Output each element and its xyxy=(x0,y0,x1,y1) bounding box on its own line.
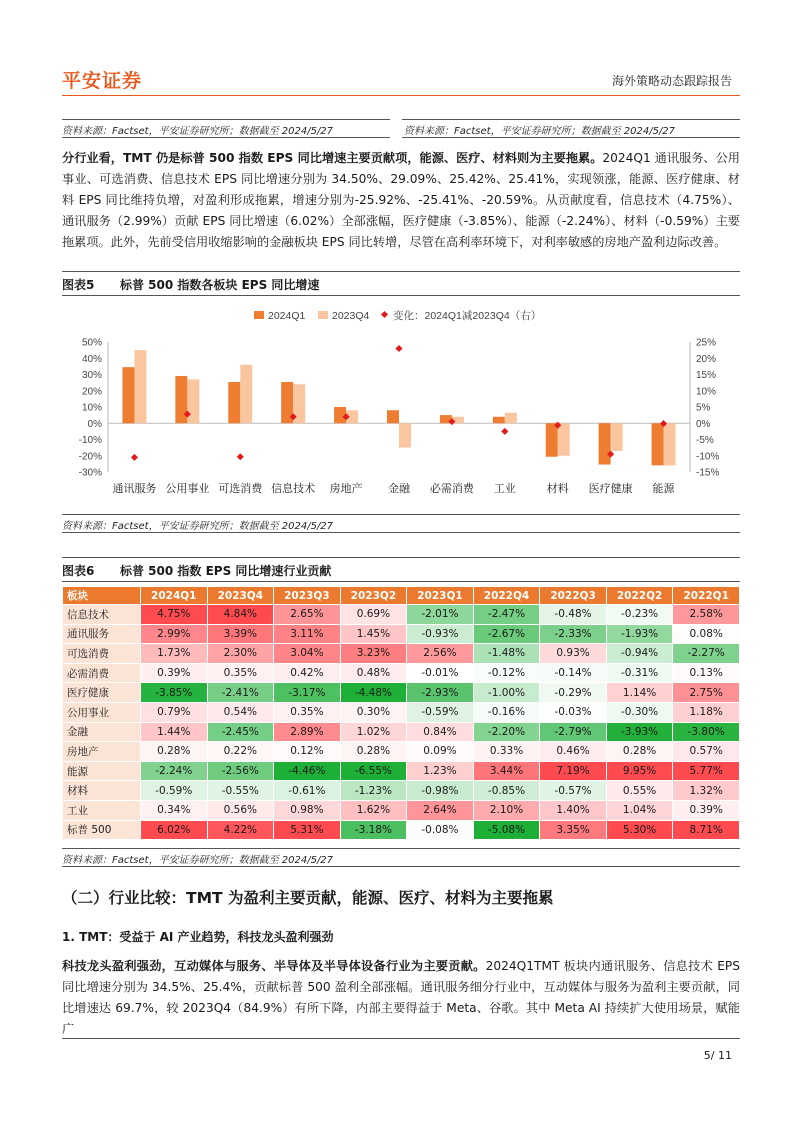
table-cell: 0.08% xyxy=(673,624,740,644)
table-cell: 0.39% xyxy=(673,800,740,820)
y-left-tick-label: 30% xyxy=(81,370,102,381)
brand-logo: 平安证券 xyxy=(62,70,143,92)
figure-caption: 标普 500 指数各板块 EPS 同比增速 xyxy=(120,278,320,292)
table-row xyxy=(63,722,740,742)
table-cell: -2.27% xyxy=(673,644,740,664)
change-point xyxy=(395,345,402,352)
table-cell: 1.45% xyxy=(340,624,407,644)
table-cell: -0.31% xyxy=(606,663,673,683)
table-cell: -0.23% xyxy=(606,605,673,625)
table-cell: -2.20% xyxy=(473,722,540,742)
table-cell: -0.93% xyxy=(407,624,474,644)
table-cell: -6.55% xyxy=(340,761,407,781)
table-cell: 4.22% xyxy=(207,820,274,840)
table-row xyxy=(63,683,740,703)
table-cell: -0.57% xyxy=(540,781,607,801)
table-cell: 0.12% xyxy=(274,742,341,762)
table-cell: -3.93% xyxy=(606,722,673,742)
report-title: 海外策略动态跟踪报告 xyxy=(611,74,732,88)
table-row xyxy=(63,605,740,625)
y-left-tick-label: 20% xyxy=(81,386,102,398)
table-cell: -1.00% xyxy=(473,683,540,703)
divider xyxy=(62,581,740,582)
y-left-tick-label: -20% xyxy=(78,451,102,463)
row-label: 房地产 xyxy=(63,742,141,762)
divider xyxy=(62,137,390,138)
table-cell: 0.28% xyxy=(606,742,673,762)
x-tick-label: 通讯服务 xyxy=(112,483,157,495)
divider xyxy=(62,557,740,558)
subsection-heading: 1. TMT：受益于 AI 产业趋势，科技龙头盈利强劲 xyxy=(62,930,334,944)
source-note: 资料来源：Factset，平安证券研究所；数据截至 2024/5/27 xyxy=(62,521,334,532)
table-cell: 0.46% xyxy=(540,742,607,762)
y-left-tick-label: 40% xyxy=(81,353,102,365)
table-cell: -2.24% xyxy=(141,761,208,781)
table-cell: -3.85% xyxy=(141,683,208,703)
table-cell: -0.55% xyxy=(207,781,274,801)
x-tick-label: 必需消费 xyxy=(429,483,474,495)
paragraph-1 xyxy=(62,148,740,253)
table-cell: 0.35% xyxy=(274,702,341,722)
table-cell: 0.09% xyxy=(407,742,474,762)
table-row xyxy=(63,644,740,664)
table-cell: 0.54% xyxy=(207,702,274,722)
bar xyxy=(493,417,505,424)
table-cell: 1.02% xyxy=(340,722,407,742)
table-cell: -4.46% xyxy=(274,761,341,781)
legend-label: 2024Q1 xyxy=(268,310,306,322)
x-tick-label: 材料 xyxy=(546,483,569,495)
row-label: 必需消费 xyxy=(63,663,141,683)
table-row xyxy=(63,702,740,722)
table-cell: 0.42% xyxy=(274,663,341,683)
table-row xyxy=(63,624,740,644)
paragraph-lead: 分行业看，TMT 仍是标普 500 指数 EPS 同比增速主要贡献项，能源、医疗、材料则为主要拖累。 xyxy=(62,151,603,165)
table-cell: 2.89% xyxy=(274,722,341,742)
table-cell: 0.48% xyxy=(340,663,407,683)
legend-marker xyxy=(381,311,388,318)
y-right-tick-label: -5% xyxy=(696,435,714,446)
column-header: 2023Q1 xyxy=(407,587,474,605)
x-tick-label: 金融 xyxy=(388,483,410,495)
bar xyxy=(387,410,399,423)
table-cell: 2.30% xyxy=(207,644,274,664)
table-cell: 3.23% xyxy=(340,644,407,664)
column-header: 板块 xyxy=(63,587,141,605)
table-cell: 4.84% xyxy=(207,605,274,625)
bar xyxy=(664,423,676,465)
table-row xyxy=(63,742,740,762)
row-label: 标普 500 xyxy=(63,820,141,840)
row-label: 金融 xyxy=(63,722,141,742)
row-label: 材料 xyxy=(63,781,141,801)
bar xyxy=(599,423,611,464)
table-cell: 0.28% xyxy=(141,742,208,762)
table-cell: -0.85% xyxy=(473,781,540,801)
x-tick-label: 能源 xyxy=(652,483,675,495)
table-cell: -0.12% xyxy=(473,663,540,683)
y-right-tick-label: -15% xyxy=(696,467,720,479)
y-left-tick-label: 50% xyxy=(81,337,102,349)
y-left-tick-label: -10% xyxy=(78,435,102,446)
x-tick-label: 医疗健康 xyxy=(588,483,633,495)
table-cell: -2.45% xyxy=(207,722,274,742)
table-cell: 3.11% xyxy=(274,624,341,644)
divider xyxy=(62,514,740,515)
table-cell: 3.35% xyxy=(540,820,607,840)
table-row xyxy=(63,781,740,801)
table-cell: -0.59% xyxy=(407,702,474,722)
y-right-tick-label: 25% xyxy=(696,337,717,349)
table-cell: 4.75% xyxy=(141,605,208,625)
table-cell: -0.61% xyxy=(274,781,341,801)
column-header: 2023Q4 xyxy=(207,587,274,605)
header-divider xyxy=(62,95,740,96)
table-cell: -2.01% xyxy=(407,605,474,625)
bar xyxy=(652,423,664,465)
table-cell: 8.71% xyxy=(673,820,740,840)
y-right-tick-label: -10% xyxy=(696,451,720,463)
x-tick-label: 信息技术 xyxy=(271,483,316,495)
table-cell: 1.73% xyxy=(141,644,208,664)
column-header: 2023Q2 xyxy=(340,587,407,605)
source-note: 资料来源：Factset，平安证券研究所；数据截至 2024/5/27 xyxy=(62,126,334,137)
bar xyxy=(546,423,558,456)
column-header: 2022Q4 xyxy=(473,587,540,605)
table-cell: -0.94% xyxy=(606,644,673,664)
table-cell: 5.31% xyxy=(274,820,341,840)
figure-title xyxy=(62,562,331,579)
column-header: 2022Q3 xyxy=(540,587,607,605)
change-point xyxy=(131,454,138,461)
table-cell: 0.22% xyxy=(207,742,274,762)
bar xyxy=(175,376,187,423)
legend-swatch xyxy=(318,311,328,319)
change-point xyxy=(237,453,244,460)
x-tick-label: 可选消费 xyxy=(218,483,263,495)
divider xyxy=(62,866,740,867)
column-header: 2022Q2 xyxy=(606,587,673,605)
table-cell: 6.02% xyxy=(141,820,208,840)
table-cell: 1.18% xyxy=(673,702,740,722)
divider xyxy=(62,532,740,533)
paragraph-body: 2024Q1 通讯服务、公用事业、可选消费、信息技术 EPS 同比增速分别为 34.50%、29.09%、25.42%、25.41%，实现领涨，能源、医疗健康、材料 EPS 同比维持负增，对盈利形成拖累，增速分别为-25.92%、-25.41%、-20.59%。从贡献度看，信息技术（4.75%）、通讯服务（2.99%）贡献 EPS 同比增速（6.02%）全部涨幅，医疗健康（-3.85%）、能源（-2.24%）、材料（-0.59%）主要拖累项。此外，先前受信用收缩影响的金融板块 EPS 同比转增，尽管在高利率环境下，对利率敏感的房地产盈利边际改善。 xyxy=(62,151,740,249)
table-cell: -2.33% xyxy=(540,624,607,644)
x-tick-label: 房地产 xyxy=(329,483,363,495)
table-cell: 0.57% xyxy=(673,742,740,762)
table-header-row xyxy=(63,587,740,605)
x-tick-label: 工业 xyxy=(493,483,516,495)
source-note: 资料来源：Factset，平安证券研究所；数据截至 2024/5/27 xyxy=(62,855,334,866)
bar xyxy=(228,382,240,423)
figure-caption: 标普 500 指数 EPS 同比增速行业贡献 xyxy=(120,564,332,578)
table-cell: 0.79% xyxy=(141,702,208,722)
table-cell: 1.62% xyxy=(340,800,407,820)
table-cell: 0.30% xyxy=(340,702,407,722)
source-note: 资料来源：Factset，平安证券研究所；数据截至 2024/5/27 xyxy=(404,126,676,137)
table-cell: -0.59% xyxy=(141,781,208,801)
row-label: 公用事业 xyxy=(63,702,141,722)
eps-growth-chart xyxy=(62,300,740,512)
table-cell: -2.47% xyxy=(473,605,540,625)
table-cell: 1.04% xyxy=(606,800,673,820)
table-cell: 0.28% xyxy=(340,742,407,762)
table-cell: 3.44% xyxy=(473,761,540,781)
table-cell: -0.98% xyxy=(407,781,474,801)
page-number: 5/ 11 xyxy=(703,1049,732,1062)
table-cell: -1.48% xyxy=(473,644,540,664)
bar xyxy=(134,350,146,423)
table-cell: 2.56% xyxy=(407,644,474,664)
row-label: 通讯服务 xyxy=(63,624,141,644)
bar xyxy=(187,379,199,423)
bar xyxy=(122,367,134,423)
figure-number: 图表5 xyxy=(62,278,95,292)
bar xyxy=(558,423,570,456)
y-right-tick-label: 20% xyxy=(696,353,717,365)
table-cell: -0.01% xyxy=(407,663,474,683)
table-cell: -3.80% xyxy=(673,722,740,742)
divider xyxy=(62,119,390,120)
y-right-tick-label: 5% xyxy=(696,402,711,414)
table-cell: -0.16% xyxy=(473,702,540,722)
table-cell: -0.08% xyxy=(407,820,474,840)
table-cell: 7.19% xyxy=(540,761,607,781)
y-left-tick-label: 10% xyxy=(81,402,102,414)
table-cell: -5.08% xyxy=(473,820,540,840)
legend-swatch xyxy=(254,311,264,319)
y-right-tick-label: 0% xyxy=(696,418,711,430)
table-cell: -2.93% xyxy=(407,683,474,703)
table-cell: 2.58% xyxy=(673,605,740,625)
row-label: 信息技术 xyxy=(63,605,141,625)
change-point xyxy=(501,428,508,435)
table-row xyxy=(63,761,740,781)
table-cell: 2.99% xyxy=(141,624,208,644)
table-cell: 2.65% xyxy=(274,605,341,625)
bar xyxy=(399,423,411,447)
row-label: 可选消费 xyxy=(63,644,141,664)
table-cell: 2.75% xyxy=(673,683,740,703)
table-cell: -0.14% xyxy=(540,663,607,683)
table-cell: 0.39% xyxy=(141,663,208,683)
table-cell: -2.56% xyxy=(207,761,274,781)
table-cell: -2.79% xyxy=(540,722,607,742)
divider xyxy=(62,295,740,296)
table-cell: 1.32% xyxy=(673,781,740,801)
bar xyxy=(240,365,252,424)
table-cell: -2.67% xyxy=(473,624,540,644)
column-header: 2023Q3 xyxy=(274,587,341,605)
table-cell: 5.30% xyxy=(606,820,673,840)
x-tick-label: 公用事业 xyxy=(165,483,210,495)
divider xyxy=(402,119,740,120)
table-cell: -0.30% xyxy=(606,702,673,722)
table-row xyxy=(63,820,740,840)
y-left-tick-label: -30% xyxy=(78,467,102,479)
row-label: 医疗健康 xyxy=(63,683,141,703)
figure-number: 图表6 xyxy=(62,564,95,578)
legend-label: 2023Q4 xyxy=(332,310,370,322)
divider xyxy=(62,848,740,849)
table-cell: 0.13% xyxy=(673,663,740,683)
table-cell: 1.44% xyxy=(141,722,208,742)
table-cell: 0.84% xyxy=(407,722,474,742)
table-cell: -0.29% xyxy=(540,683,607,703)
table-cell: 3.39% xyxy=(207,624,274,644)
row-label: 能源 xyxy=(63,761,141,781)
table-cell: -1.93% xyxy=(606,624,673,644)
figure-title xyxy=(62,276,319,293)
paragraph-lead: 科技龙头盈利强劲，互动媒体与服务、半导体及半导体设备行业为主要贡献。 xyxy=(62,959,486,973)
column-header: 2024Q1 xyxy=(141,587,208,605)
contribution-table xyxy=(62,586,740,840)
table-row xyxy=(63,663,740,683)
column-header: 2022Q1 xyxy=(673,587,740,605)
table-cell: 1.14% xyxy=(606,683,673,703)
y-left-tick-label: 0% xyxy=(87,418,102,430)
table-cell: 0.35% xyxy=(207,663,274,683)
table-cell: -4.48% xyxy=(340,683,407,703)
table-cell: 0.33% xyxy=(473,742,540,762)
table-cell: -0.48% xyxy=(540,605,607,625)
legend-label: 变化：2024Q1减2023Q4（右） xyxy=(393,310,542,322)
table-cell: 0.93% xyxy=(540,644,607,664)
bar xyxy=(505,413,517,424)
table-cell: -3.18% xyxy=(340,820,407,840)
table-cell: -0.03% xyxy=(540,702,607,722)
divider xyxy=(402,137,740,138)
table-cell: 0.55% xyxy=(606,781,673,801)
footer-divider xyxy=(62,1038,740,1039)
table-cell: 5.77% xyxy=(673,761,740,781)
table-cell: 3.04% xyxy=(274,644,341,664)
row-label: 工业 xyxy=(63,800,141,820)
table-cell: 9.95% xyxy=(606,761,673,781)
section-heading: （二）行业比较：TMT 为盈利主要贡献，能源、医疗、材料为主要拖累 xyxy=(62,889,554,907)
table-cell: 0.34% xyxy=(141,800,208,820)
table-cell: 0.98% xyxy=(274,800,341,820)
paragraph-2 xyxy=(62,956,740,1040)
table-cell: -3.17% xyxy=(274,683,341,703)
table-cell: 0.69% xyxy=(340,605,407,625)
paragraph-body: 2024Q1TMT 板块内通讯服务、信息技术 EPS 同比增速分别为 34.5%、25.4%，贡献标普 500 盈利全部涨幅。通讯服务细分行业中，互动媒体与服务为盈利主要贡献，同比增速达 69.7%，较 2023Q4（84.9%）有所下降，内部主要得益于 Meta、谷歌。其中 Meta AI 持续扩大使用场景，赋能广 xyxy=(62,959,741,1036)
table-cell: 1.23% xyxy=(407,761,474,781)
table-cell: 0.56% xyxy=(207,800,274,820)
table-cell: 2.64% xyxy=(407,800,474,820)
divider xyxy=(62,271,740,272)
bar xyxy=(611,423,623,451)
y-right-tick-label: 10% xyxy=(696,386,717,398)
table-cell: -2.41% xyxy=(207,683,274,703)
table-row xyxy=(63,800,740,820)
y-right-tick-label: 15% xyxy=(696,370,717,381)
table-cell: -1.23% xyxy=(340,781,407,801)
table-cell: 1.40% xyxy=(540,800,607,820)
table-cell: 2.10% xyxy=(473,800,540,820)
